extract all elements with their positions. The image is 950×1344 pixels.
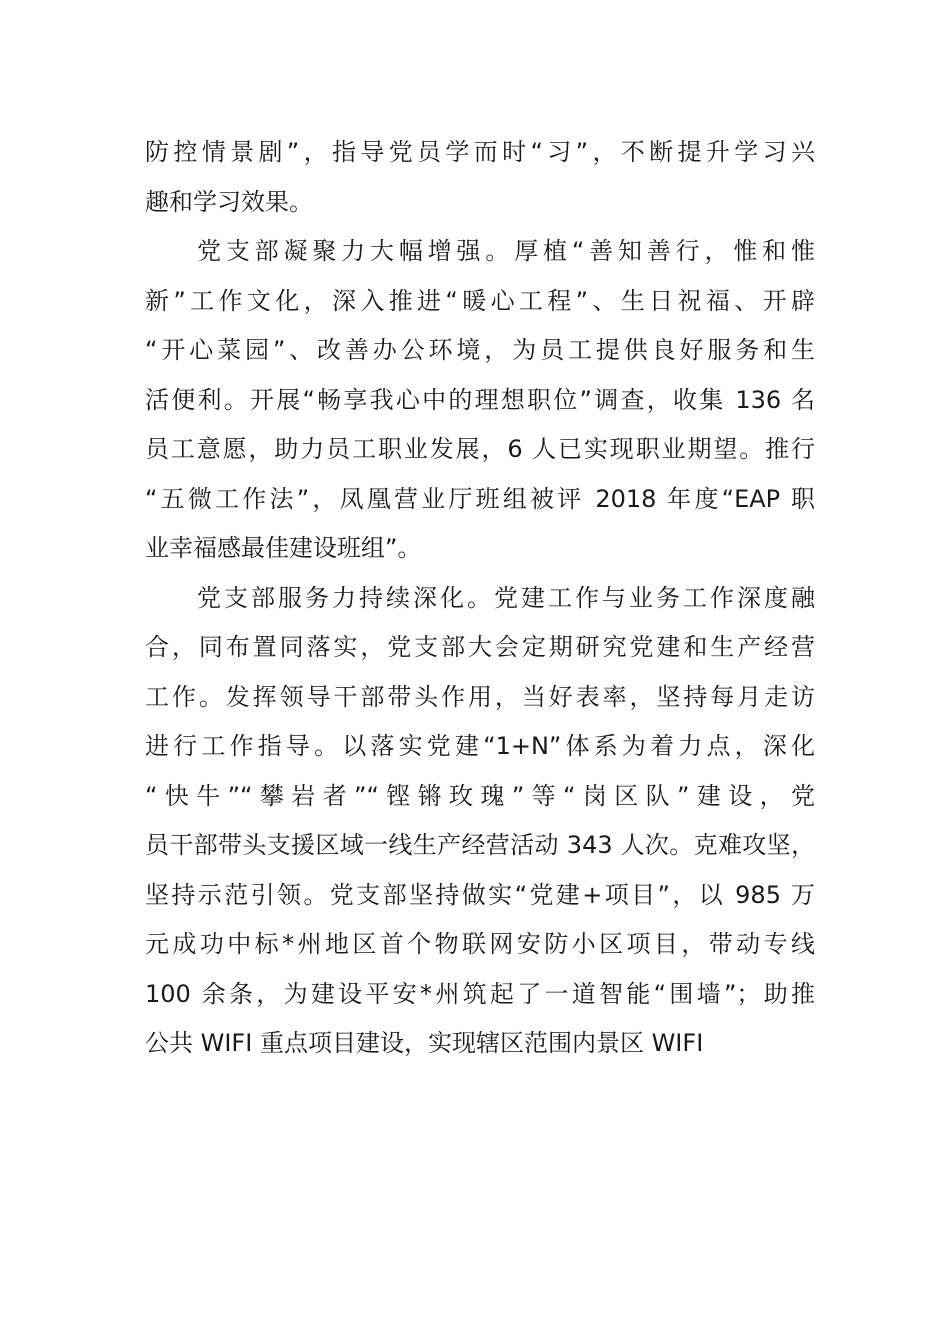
text-line: 元成功中标*州地区首个物联网安防小区项目，带动专线 <box>145 930 815 958</box>
text-line: 防控情景剧”，指导党员学而时“习”，不断提升学习兴 <box>145 138 815 166</box>
text-line: 员工意愿，助力员工职业发展，6 人已实现职业期望。推行 <box>145 435 815 463</box>
text-line: 工作。发挥领导干部带头作用，当好表率，坚持每月走访 <box>145 682 815 711</box>
text-line: 业幸福感最佳建设班组”。 <box>145 534 422 562</box>
text-line: 坚持示范引领。党支部坚持做实“党建+项目”，以 985 万 <box>145 880 815 909</box>
text-line: 员干部带头支援区域一线生产经营活动 343 人次。克难攻坚， <box>145 831 815 859</box>
text-line: 趣和学习效果。 <box>145 187 313 216</box>
document-body <box>145 128 815 1069</box>
text-line: 合，同布置同落实，党支部大会定期研究党建和生产经营 <box>145 633 815 661</box>
text-line: “快牛”“攀岩者”“铿锵玫瑰”等“岗区队”建设，党 <box>145 781 815 810</box>
text-line: “开心菜园”、改善办公环境，为员工提供良好服务和生 <box>145 336 815 364</box>
text-line: 进行工作指导。以落实党建“1+N”体系为着力点，深化 <box>145 732 815 760</box>
text-line: 新”工作文化，深入推进“暖心工程”、生日祝福、开辟 <box>145 286 815 315</box>
text-line: 100 余条，为建设平安*州筑起了一道智能“围墙”；助推 <box>145 979 815 1008</box>
paragraph-first-line: 党支部凝聚力大幅增强。厚植“善知善行，惟和惟 <box>197 237 815 265</box>
text-line: “五微工作法”，凤凰营业厅班组被评 2018 年度“EAP 职 <box>145 484 815 513</box>
paragraph-first-line: 党支部服务力持续深化。党建工作与业务工作深度融 <box>197 583 815 612</box>
text-line: 活便利。开展“畅享我心中的理想职位”调查，收集 136 名 <box>145 385 815 414</box>
text-line: 公共 WIFI 重点项目建设，实现辖区范围内景区 WIFI <box>145 1029 704 1057</box>
